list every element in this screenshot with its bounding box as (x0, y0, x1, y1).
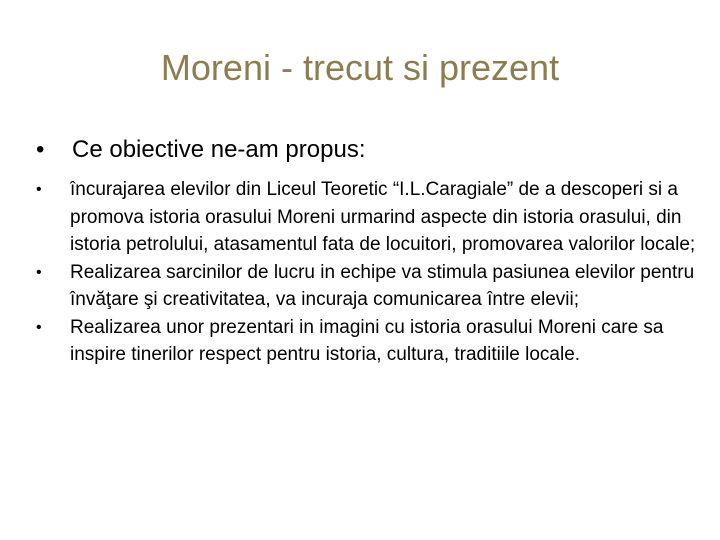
bullet-icon: • (36, 318, 42, 336)
objectives-heading (36, 134, 696, 166)
list-item (36, 259, 696, 314)
list-item-text: Realizarea unor prezentari in imagini cu istoria orasului Moreni care sa inspire tinerilor respect pentru istoria, cultura, traditiile locale. (70, 316, 664, 365)
list-item (36, 314, 696, 369)
bullet-icon: • (36, 263, 42, 281)
list-item-text: încurajarea elevilor din Liceul Teoretic “I.L.Caragiale” de a descoperi si a promova istoria orasului Moreni urmarind aspecte din istoria orasului, din istoria petrolului, atasamentul fata de locuitori, promovarea valorilor locale; (70, 179, 696, 255)
objectives-heading-text: Ce obiective ne-am propus: (72, 136, 366, 163)
list-item (36, 176, 696, 259)
slide-title: Moreni - trecut si prezent (160, 47, 560, 88)
objectives-list (36, 176, 696, 369)
bullet-icon: • (36, 181, 42, 198)
bullet-icon: • (36, 136, 45, 163)
list-item-text: Realizarea sarcinilor de lucru in echipe va stimula pasiunea elevilor pentru învăţare şi creativitatea, va incuraja comunicarea între elevii; (70, 261, 695, 310)
